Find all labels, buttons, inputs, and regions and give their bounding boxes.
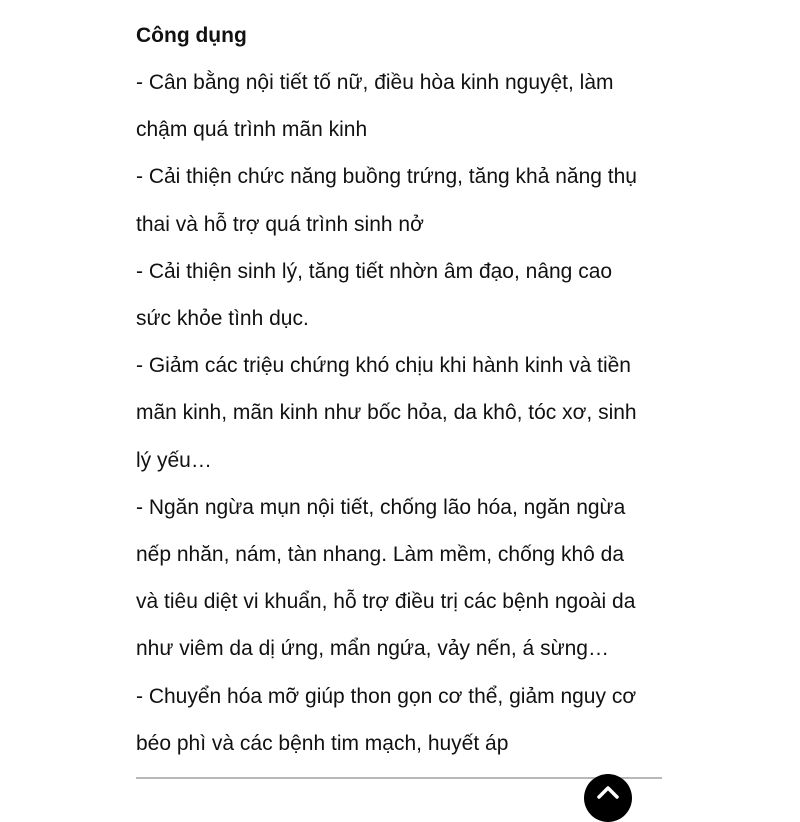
text-line: - Ngăn ngừa mụn nội tiết, chống lão hóa, ngăn ngừa <box>136 495 626 519</box>
text-line: - Cải thiện sinh lý, tăng tiết nhờn âm đạo, nâng cao <box>136 259 613 283</box>
section-heading: Công dụng <box>136 24 247 47</box>
text-line: sức khỏe tình dục. <box>136 307 309 331</box>
text-line: béo phì và các bệnh tim mạch, huyết áp <box>136 731 509 755</box>
text-line: lý yếu… <box>136 448 212 472</box>
article-content <box>136 12 696 767</box>
text-line: - Cân bằng nội tiết tố nữ, điều hòa kinh nguyệt, làm <box>136 71 614 94</box>
text-line: - Giảm các triệu chứng khó chịu khi hành kinh và tiền <box>136 354 631 378</box>
chevron-up-icon <box>596 784 620 800</box>
text-line: - Chuyển hóa mỡ giúp thon gọn cơ thể, giảm nguy cơ <box>136 684 637 708</box>
text-line: nếp nhăn, nám, tàn nhang. Làm mềm, chống khô da <box>136 543 624 567</box>
section-divider <box>136 777 662 779</box>
text-line: - Cải thiện chức năng buồng trứng, tăng khả năng thụ <box>136 165 637 189</box>
text-line: như viêm da dị ứng, mẩn ngứa, vảy nến, á sừng… <box>136 637 609 661</box>
scroll-to-top-button[interactable] <box>584 774 632 822</box>
text-line: chậm quá trình mãn kinh <box>136 118 368 142</box>
text-line: và tiêu diệt vi khuẩn, hỗ trợ điều trị các bệnh ngoài da <box>136 590 636 614</box>
text-line: mãn kinh, mãn kinh như bốc hỏa, da khô, tóc xơ, sinh <box>136 401 637 425</box>
text-line: thai và hỗ trợ quá trình sinh nở <box>136 212 424 236</box>
